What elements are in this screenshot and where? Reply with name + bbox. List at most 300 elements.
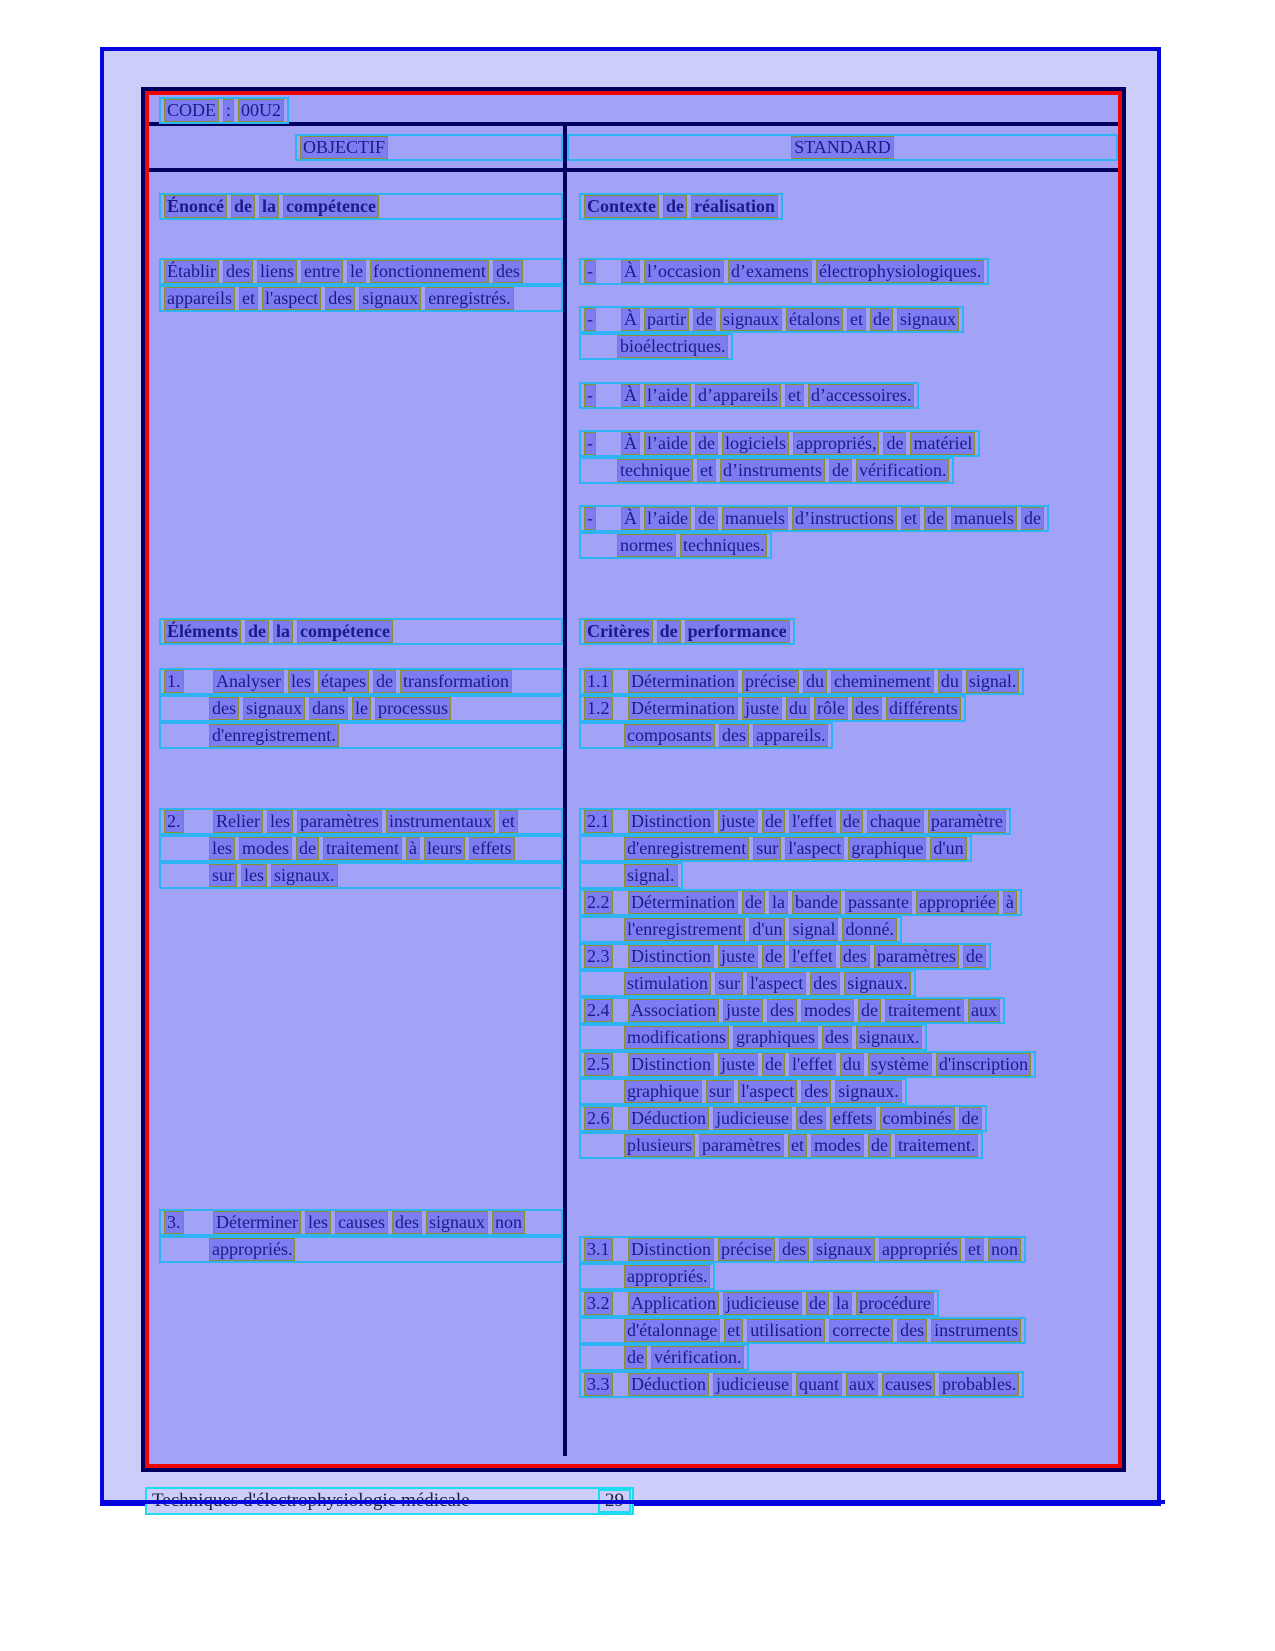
word-highlight: de xyxy=(1021,507,1044,530)
section-title xyxy=(159,193,563,220)
list-marker xyxy=(584,1053,624,1076)
word-highlight: les xyxy=(288,670,314,693)
word-highlight: instruments xyxy=(931,1319,1021,1342)
list-marker xyxy=(584,999,624,1022)
word-highlight: aux xyxy=(968,999,1000,1022)
word-highlight: l'effet xyxy=(789,1053,836,1076)
word-highlight: À xyxy=(621,308,640,331)
word-highlight: non xyxy=(988,1238,1021,1261)
text-line xyxy=(579,1236,1026,1263)
word-highlight: enregistrés. xyxy=(425,287,513,310)
word-highlight: À xyxy=(621,432,640,455)
word-highlight: à xyxy=(1003,891,1017,914)
criterion-item xyxy=(579,889,1114,943)
word-highlight: de xyxy=(959,1107,982,1130)
word-highlight: Distinction xyxy=(628,945,714,968)
word-highlight: juste xyxy=(723,999,763,1022)
word-highlight: du xyxy=(803,670,827,693)
word-highlight: la xyxy=(769,891,788,914)
word-highlight: signaux. xyxy=(844,972,911,995)
word-highlight: des xyxy=(801,1080,831,1103)
word-highlight: les xyxy=(267,810,293,833)
right-column xyxy=(567,172,1118,1456)
word-highlight: de xyxy=(657,620,681,643)
code-row xyxy=(149,95,1118,126)
word-highlight: probables. xyxy=(939,1373,1019,1396)
text-line xyxy=(579,695,966,722)
word-highlight: d’instruments xyxy=(720,459,825,482)
word-highlight: précise xyxy=(742,670,799,693)
code-label xyxy=(159,97,289,124)
word-highlight: paramètres xyxy=(699,1134,784,1157)
word-highlight: et xyxy=(847,308,866,331)
word-highlight: appareils xyxy=(164,287,235,310)
text-line xyxy=(579,835,972,862)
word-highlight: partir xyxy=(644,308,689,331)
word-highlight: de xyxy=(963,945,986,968)
word-highlight: vérification. xyxy=(651,1346,744,1369)
word-highlight: de xyxy=(883,432,906,455)
word-highlight: de xyxy=(858,999,881,1022)
word-highlight: à xyxy=(406,837,420,860)
text-line xyxy=(579,1051,1036,1078)
word-highlight: et xyxy=(499,810,518,833)
text-line xyxy=(159,862,563,889)
word-highlight: entre xyxy=(301,260,343,283)
word-highlight: - xyxy=(584,507,596,530)
word-highlight: du xyxy=(938,670,962,693)
word-highlight: Relier xyxy=(213,810,263,833)
text-line xyxy=(579,1078,907,1105)
page-overlay xyxy=(100,47,1161,1506)
list-marker xyxy=(584,810,624,833)
word-highlight: 2.3 xyxy=(584,945,613,968)
word-highlight: Contexte xyxy=(584,195,659,218)
word-highlight: de xyxy=(829,459,852,482)
word-highlight: des xyxy=(840,945,870,968)
word-highlight: du xyxy=(840,1053,864,1076)
word-highlight: instrumentaux xyxy=(386,810,495,833)
word-highlight: dans xyxy=(309,697,348,720)
word-highlight: de xyxy=(762,810,785,833)
criteria-group xyxy=(579,668,1114,749)
word-highlight: de xyxy=(245,620,269,643)
element-item xyxy=(159,1209,563,1263)
word-highlight: combinés xyxy=(880,1107,955,1130)
criterion-item xyxy=(579,668,1114,695)
word-highlight: 2.6 xyxy=(584,1107,613,1130)
text-line xyxy=(579,1024,927,1051)
word-highlight: précise xyxy=(718,1238,775,1261)
left-column xyxy=(149,172,567,1456)
word-highlight: des xyxy=(392,1211,422,1234)
word-highlight: Association xyxy=(628,999,719,1022)
context-bullet xyxy=(579,258,1114,285)
text-line xyxy=(579,1371,1024,1398)
word-highlight: de xyxy=(373,670,396,693)
text-line xyxy=(579,1290,939,1317)
word-highlight: d'enregistrement xyxy=(624,837,749,860)
text-line xyxy=(159,1236,563,1263)
word-highlight: des xyxy=(209,697,239,720)
word-highlight: le xyxy=(347,260,366,283)
text-line xyxy=(579,505,1049,532)
word-highlight: des xyxy=(897,1319,927,1342)
word-highlight: de xyxy=(742,891,765,914)
word-highlight: de xyxy=(296,837,319,860)
word-highlight: graphiques xyxy=(733,1026,818,1049)
word-highlight: modes xyxy=(801,999,854,1022)
word-highlight: manuels xyxy=(951,507,1017,530)
text-line xyxy=(159,808,563,835)
text-line xyxy=(579,306,964,333)
list-marker xyxy=(584,1292,624,1315)
word-highlight: appropriés. xyxy=(624,1265,710,1288)
word-highlight: d'un xyxy=(930,837,966,860)
list-marker xyxy=(164,810,209,833)
text-line xyxy=(579,1105,987,1132)
word-highlight: Application xyxy=(628,1292,719,1315)
criterion-item xyxy=(579,1051,1114,1105)
criterion-item xyxy=(579,695,1114,749)
word-highlight: signaux xyxy=(897,308,959,331)
word-highlight: 00U2 xyxy=(238,99,284,122)
word-highlight: appropriée xyxy=(916,891,999,914)
list-marker xyxy=(584,697,624,720)
word-highlight: performance xyxy=(685,620,790,643)
text-line xyxy=(579,532,772,559)
word-highlight: liens xyxy=(257,260,297,283)
text-line xyxy=(579,457,954,484)
word-highlight: l'aspect xyxy=(747,972,806,995)
word-highlight: des xyxy=(779,1238,809,1261)
word-highlight: stimulation xyxy=(624,972,711,995)
text-line xyxy=(159,1209,563,1236)
text-line xyxy=(579,1344,749,1371)
criterion-item xyxy=(579,1236,1114,1290)
word-highlight: rôle xyxy=(814,697,848,720)
element-item xyxy=(159,668,563,749)
word-highlight: d'étalonnage xyxy=(624,1319,720,1342)
word-highlight: la xyxy=(259,195,279,218)
context-bullet xyxy=(579,430,1114,484)
word-highlight: signaux. xyxy=(271,864,338,887)
word-highlight: appareils. xyxy=(753,724,828,747)
word-highlight: Distinction xyxy=(628,1053,714,1076)
standard-label xyxy=(567,134,1118,161)
word-highlight: transformation xyxy=(400,670,512,693)
criterion-item xyxy=(579,1105,1114,1159)
text-line xyxy=(579,943,991,970)
text-line xyxy=(579,970,916,997)
word-highlight: et xyxy=(697,459,716,482)
word-highlight: de xyxy=(762,1053,785,1076)
word-highlight: composants xyxy=(624,724,715,747)
word-highlight: sur xyxy=(706,1080,734,1103)
word-highlight: - xyxy=(584,384,596,407)
text-line xyxy=(579,916,902,943)
word-highlight: sur xyxy=(753,837,781,860)
word-highlight: traitement xyxy=(885,999,964,1022)
list-marker xyxy=(164,1211,209,1234)
text-line xyxy=(579,1132,983,1159)
word-highlight: des xyxy=(852,697,882,720)
word-highlight: graphique xyxy=(624,1080,702,1103)
word-highlight: graphique xyxy=(848,837,926,860)
word-highlight: juste xyxy=(718,1053,758,1076)
word-highlight: 2.5 xyxy=(584,1053,613,1076)
word-highlight: appropriés xyxy=(879,1238,961,1261)
word-highlight: Critères xyxy=(584,620,653,643)
word-highlight: de xyxy=(924,507,947,530)
criterion-item xyxy=(579,808,1114,889)
word-highlight: les xyxy=(241,864,267,887)
word-highlight: causes xyxy=(335,1211,388,1234)
word-highlight: Distinction xyxy=(628,810,714,833)
text-line xyxy=(579,1263,715,1290)
list-marker xyxy=(584,308,617,331)
word-highlight: : xyxy=(223,99,234,122)
text-line xyxy=(159,722,563,749)
text-line xyxy=(579,258,989,285)
word-highlight: d’appareils xyxy=(695,384,781,407)
word-highlight: traitement. xyxy=(895,1134,978,1157)
criterion-item xyxy=(579,997,1114,1051)
word-highlight: Déduction xyxy=(628,1107,709,1130)
word-highlight: effets xyxy=(469,837,515,860)
word-highlight: Établir xyxy=(164,260,219,283)
word-highlight: passante xyxy=(845,891,912,914)
text-line xyxy=(579,668,1024,695)
text-line xyxy=(579,997,1005,1024)
word-highlight: signaux xyxy=(720,308,782,331)
list-marker xyxy=(164,670,209,693)
word-highlight: des xyxy=(767,999,797,1022)
section-title xyxy=(579,618,795,645)
word-highlight: des xyxy=(822,1026,852,1049)
word-highlight: l’occasion xyxy=(644,260,724,283)
criterion-item xyxy=(579,943,1114,997)
word-highlight: et xyxy=(724,1319,743,1342)
word-highlight: d’examens xyxy=(728,260,812,283)
word-highlight: de xyxy=(840,810,863,833)
word-highlight: les xyxy=(305,1211,331,1234)
word-highlight: de xyxy=(624,1346,647,1369)
word-highlight: Détermination xyxy=(628,697,738,720)
context-bullet xyxy=(579,382,1114,409)
word-highlight: technique xyxy=(617,459,693,482)
statement-paragraph xyxy=(159,258,563,312)
word-highlight: matériel xyxy=(910,432,975,455)
word-highlight: d'enregistrement. xyxy=(209,724,339,747)
word-highlight: fonctionnement xyxy=(370,260,489,283)
list-marker xyxy=(584,1373,624,1396)
objectif-label xyxy=(295,134,563,161)
word-highlight: OBJECTIF xyxy=(300,136,388,159)
word-highlight: de xyxy=(695,432,718,455)
word-highlight: quant xyxy=(796,1373,842,1396)
word-highlight: - xyxy=(584,260,596,283)
word-highlight: et xyxy=(901,507,920,530)
word-highlight: de xyxy=(870,308,893,331)
word-highlight: l’aide xyxy=(644,507,691,530)
word-highlight: le xyxy=(352,697,371,720)
list-marker xyxy=(584,507,617,530)
list-marker xyxy=(584,891,624,914)
word-highlight: des xyxy=(719,724,749,747)
word-highlight: chaque xyxy=(867,810,924,833)
word-highlight: modes xyxy=(811,1134,864,1157)
word-highlight: traitement xyxy=(323,837,402,860)
word-highlight: signaux xyxy=(359,287,421,310)
word-highlight: sur xyxy=(209,864,237,887)
word-highlight: À xyxy=(621,384,640,407)
word-highlight: d’instructions xyxy=(792,507,897,530)
word-highlight: réalisation xyxy=(691,195,778,218)
word-highlight: À xyxy=(621,260,640,283)
word-highlight: aux xyxy=(846,1373,878,1396)
word-highlight: l'aspect xyxy=(738,1080,797,1103)
text-line xyxy=(579,382,919,409)
element-item xyxy=(159,808,563,889)
overlay-bottom-border xyxy=(100,1500,1165,1504)
word-highlight: signal. xyxy=(624,864,678,887)
word-highlight: normes xyxy=(617,534,676,557)
word-highlight: plusieurs xyxy=(624,1134,695,1157)
word-highlight: du xyxy=(786,697,810,720)
word-highlight: signal. xyxy=(966,670,1020,693)
word-highlight: appropriés. xyxy=(209,1238,295,1261)
word-highlight: À xyxy=(621,507,640,530)
word-highlight: l'aspect xyxy=(785,837,844,860)
text-line xyxy=(579,862,683,889)
list-marker xyxy=(584,384,617,407)
word-highlight: signaux xyxy=(243,697,305,720)
word-highlight: de xyxy=(868,1134,891,1157)
word-highlight: 3.3 xyxy=(584,1373,613,1396)
list-marker xyxy=(584,432,617,455)
word-highlight: système xyxy=(868,1053,932,1076)
word-highlight: cheminement xyxy=(831,670,934,693)
word-highlight: modifications xyxy=(624,1026,729,1049)
word-highlight: causes xyxy=(882,1373,935,1396)
word-highlight: l'aspect xyxy=(262,287,321,310)
word-highlight: électrophysiologiques. xyxy=(816,260,984,283)
criteria-group xyxy=(579,808,1114,1159)
table-body xyxy=(149,172,1118,1456)
word-highlight: manuels xyxy=(722,507,788,530)
word-highlight: effets xyxy=(830,1107,876,1130)
word-highlight: 1.2 xyxy=(584,697,613,720)
word-highlight: de xyxy=(231,195,255,218)
word-highlight: juste xyxy=(718,945,758,968)
list-marker xyxy=(584,670,624,693)
word-highlight: l'effet xyxy=(789,810,836,833)
word-highlight: appropriés, xyxy=(793,432,879,455)
list-marker xyxy=(584,1107,624,1130)
word-highlight: judicieuse xyxy=(723,1292,802,1315)
word-highlight: donné. xyxy=(842,918,897,941)
column-header-row xyxy=(149,126,1118,172)
word-highlight: processus xyxy=(375,697,451,720)
competency-table xyxy=(145,91,1122,1468)
word-highlight: de xyxy=(762,945,785,968)
context-bullet xyxy=(579,505,1114,559)
word-highlight: de xyxy=(695,507,718,530)
word-highlight: et xyxy=(239,287,258,310)
word-highlight: vérification. xyxy=(856,459,949,482)
word-highlight: les xyxy=(209,837,235,860)
word-highlight: de xyxy=(806,1292,829,1315)
word-highlight: Énoncé xyxy=(164,195,227,218)
criterion-item xyxy=(579,1290,1114,1371)
word-highlight: 2.1 xyxy=(584,810,613,833)
word-highlight: utilisation xyxy=(747,1319,825,1342)
word-highlight: techniques. xyxy=(680,534,767,557)
word-highlight: signal xyxy=(789,918,838,941)
text-line xyxy=(159,258,563,285)
word-highlight: Détermination xyxy=(628,670,738,693)
word-highlight: STANDARD xyxy=(791,136,894,159)
word-highlight: paramètres xyxy=(297,810,382,833)
word-highlight: judicieuse xyxy=(713,1373,792,1396)
list-marker xyxy=(584,945,624,968)
word-highlight: paramètre xyxy=(928,810,1006,833)
word-highlight: l'enregistrement xyxy=(624,918,745,941)
list-marker xyxy=(584,1238,624,1261)
text-line xyxy=(159,695,563,722)
word-highlight: juste xyxy=(742,697,782,720)
word-highlight: étapes xyxy=(318,670,369,693)
word-highlight: paramètres xyxy=(874,945,959,968)
word-highlight: CODE xyxy=(164,99,219,122)
text-line xyxy=(159,668,563,695)
word-highlight: 3. xyxy=(164,1211,184,1234)
word-highlight: 2. xyxy=(164,810,184,833)
word-highlight: compétence xyxy=(283,195,379,218)
word-highlight: et xyxy=(965,1238,984,1261)
word-highlight: des xyxy=(325,287,355,310)
word-highlight: correcte xyxy=(829,1319,893,1342)
word-highlight: Éléments xyxy=(164,620,241,643)
word-highlight: l’aide xyxy=(644,384,691,407)
word-highlight: d’accessoires. xyxy=(808,384,914,407)
word-highlight: signaux. xyxy=(856,1026,923,1049)
word-highlight: étalons xyxy=(786,308,843,331)
word-highlight: Déterminer xyxy=(213,1211,301,1234)
criteria-group xyxy=(579,1236,1114,1398)
word-highlight: leurs xyxy=(424,837,465,860)
word-highlight: 1. xyxy=(164,670,184,693)
section-title xyxy=(579,193,783,220)
text-line xyxy=(579,430,980,457)
word-highlight: l’aide xyxy=(644,432,691,455)
text-line xyxy=(159,285,563,312)
word-highlight: 2.4 xyxy=(584,999,613,1022)
word-highlight: et xyxy=(785,384,804,407)
word-highlight: la xyxy=(833,1292,852,1315)
word-highlight: et xyxy=(788,1134,807,1157)
word-highlight: Analyser xyxy=(213,670,284,693)
word-highlight: modes xyxy=(239,837,292,860)
word-highlight: l'effet xyxy=(789,945,836,968)
standard-header-cell xyxy=(567,126,1118,168)
word-highlight: Déduction xyxy=(628,1373,709,1396)
word-highlight: de xyxy=(693,308,716,331)
word-highlight: Distinction xyxy=(628,1238,714,1261)
word-highlight: 3.1 xyxy=(584,1238,613,1261)
word-highlight: la xyxy=(273,620,293,643)
